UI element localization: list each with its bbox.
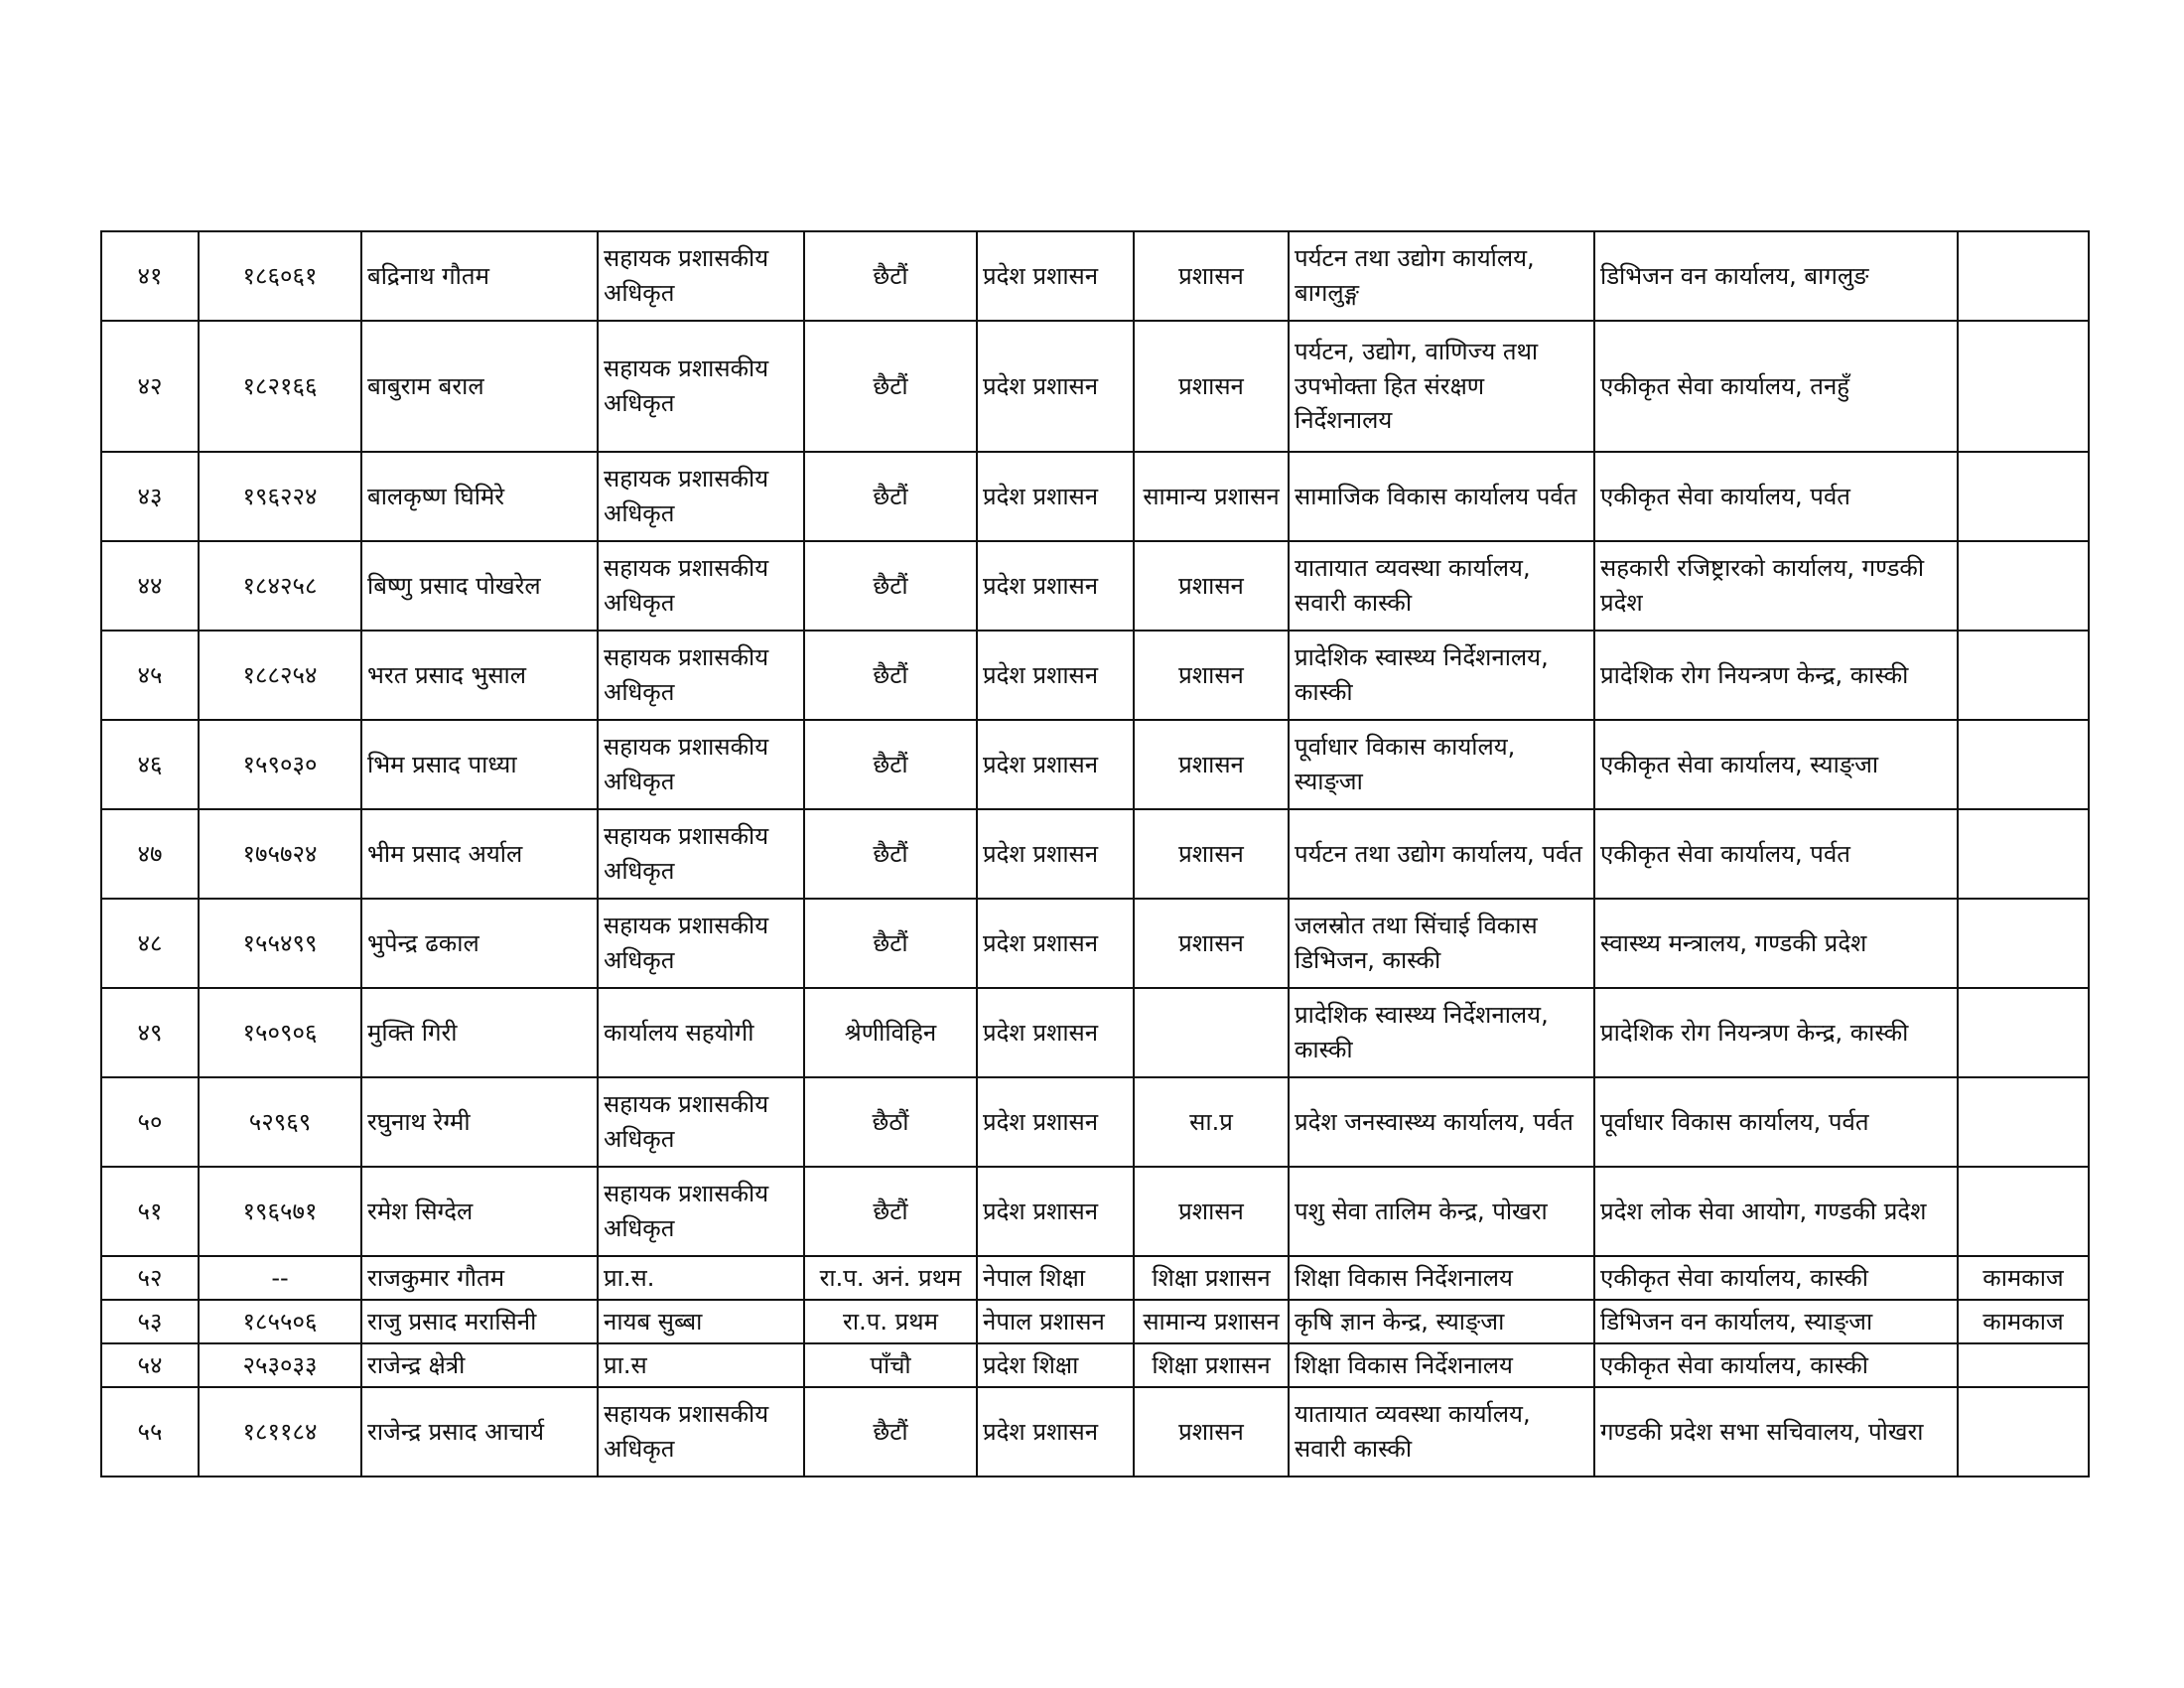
- table-row: [101, 1256, 2089, 1300]
- level-cell: छैटौं: [804, 1387, 977, 1477]
- current-office-cell: शिक्षा विकास निर्देशनालय: [1289, 1256, 1594, 1300]
- remarks-cell: [1958, 899, 2089, 988]
- employee-id-cell: २५३०३३: [199, 1343, 361, 1387]
- remarks-cell: [1958, 231, 2089, 321]
- remarks-cell: [1958, 1387, 2089, 1477]
- table-row: [101, 899, 2089, 988]
- employee-name-cell: बालकृष्ण घिमिरे: [361, 452, 598, 541]
- serial-number-cell: ४७: [101, 809, 199, 899]
- remarks-cell: कामकाज: [1958, 1256, 2089, 1300]
- level-cell: रा.प. प्रथम: [804, 1300, 977, 1343]
- level-cell: छैटौं: [804, 631, 977, 720]
- serial-number-cell: ४२: [101, 321, 199, 452]
- employee-name-cell: भुपेन्द्र ढकाल: [361, 899, 598, 988]
- table-row: [101, 631, 2089, 720]
- current-office-cell: शिक्षा विकास निर्देशनालय: [1289, 1343, 1594, 1387]
- table-row: [101, 1343, 2089, 1387]
- remarks-cell: [1958, 988, 2089, 1077]
- transfer-table: [100, 230, 2090, 1477]
- group-cell: प्रशासन: [1134, 231, 1289, 321]
- level-cell: श्रेणीविहिन: [804, 988, 977, 1077]
- employee-id-cell: १८११८४: [199, 1387, 361, 1477]
- post-cell: सहायक प्रशासकीय अधिकृत: [598, 452, 804, 541]
- table-row: [101, 988, 2089, 1077]
- level-cell: छैटौं: [804, 809, 977, 899]
- serial-number-cell: ४५: [101, 631, 199, 720]
- level-cell: छैटौं: [804, 231, 977, 321]
- serial-number-cell: ५१: [101, 1167, 199, 1256]
- table-row: [101, 1300, 2089, 1343]
- service-cell: प्रदेश प्रशासन: [977, 541, 1134, 631]
- service-cell: नेपाल शिक्षा: [977, 1256, 1134, 1300]
- post-cell: प्रा.स.: [598, 1256, 804, 1300]
- current-office-cell: यातायात व्यवस्था कार्यालय, सवारी कास्की: [1289, 1387, 1594, 1477]
- service-cell: प्रदेश प्रशासन: [977, 1077, 1134, 1167]
- current-office-cell: पर्यटन तथा उद्योग कार्यालय, बागलुङ्ग: [1289, 231, 1594, 321]
- employee-id-cell: १८२१६६: [199, 321, 361, 452]
- transfer-office-cell: स्वास्थ्य मन्त्रालय, गण्डकी प्रदेश: [1594, 899, 1958, 988]
- post-cell: सहायक प्रशासकीय अधिकृत: [598, 1167, 804, 1256]
- group-cell: प्रशासन: [1134, 899, 1289, 988]
- post-cell: सहायक प्रशासकीय अधिकृत: [598, 231, 804, 321]
- group-cell: शिक्षा प्रशासन: [1134, 1343, 1289, 1387]
- table-row: [101, 541, 2089, 631]
- remarks-cell: [1958, 809, 2089, 899]
- employee-id-cell: १८५५०६: [199, 1300, 361, 1343]
- transfer-office-cell: एकीकृत सेवा कार्यालय, पर्वत: [1594, 809, 1958, 899]
- level-cell: छैटौं: [804, 321, 977, 452]
- group-cell: सामान्य प्रशासन: [1134, 1300, 1289, 1343]
- serial-number-cell: ५०: [101, 1077, 199, 1167]
- employee-name-cell: बिष्णु प्रसाद पोखरेल: [361, 541, 598, 631]
- level-cell: रा.प. अनं. प्रथम: [804, 1256, 977, 1300]
- post-cell: कार्यालय सहयोगी: [598, 988, 804, 1077]
- employee-name-cell: भीम प्रसाद अर्याल: [361, 809, 598, 899]
- current-office-cell: पर्यटन तथा उद्योग कार्यालय, पर्वत: [1289, 809, 1594, 899]
- transfer-office-cell: डिभिजन वन कार्यालय, बागलुङ: [1594, 231, 1958, 321]
- transfer-office-cell: सहकारी रजिष्ट्रारको कार्यालय, गण्डकी प्रदेश: [1594, 541, 1958, 631]
- transfer-office-cell: डिभिजन वन कार्यालय, स्याङ्जा: [1594, 1300, 1958, 1343]
- level-cell: छैटौं: [804, 720, 977, 809]
- serial-number-cell: ४६: [101, 720, 199, 809]
- transfer-office-cell: प्रादेशिक रोग नियन्त्रण केन्द्र, कास्की: [1594, 631, 1958, 720]
- employee-id-cell: --: [199, 1256, 361, 1300]
- transfer-office-cell: एकीकृत सेवा कार्यालय, कास्की: [1594, 1256, 1958, 1300]
- employee-name-cell: राजेन्द्र प्रसाद आचार्य: [361, 1387, 598, 1477]
- serial-number-cell: ४३: [101, 452, 199, 541]
- current-office-cell: यातायात व्यवस्था कार्यालय, सवारी कास्की: [1289, 541, 1594, 631]
- employee-id-cell: १९६५७१: [199, 1167, 361, 1256]
- employee-id-cell: १८८२५४: [199, 631, 361, 720]
- group-cell: प्रशासन: [1134, 321, 1289, 452]
- remarks-cell: [1958, 720, 2089, 809]
- transfer-office-cell: प्रदेश लोक सेवा आयोग, गण्डकी प्रदेश: [1594, 1167, 1958, 1256]
- level-cell: छैटौं: [804, 899, 977, 988]
- current-office-cell: पर्यटन, उद्योग, वाणिज्य तथा उपभोक्ता हित संरक्षण निर्देशनालय: [1289, 321, 1594, 452]
- remarks-cell: [1958, 631, 2089, 720]
- group-cell: सामान्य प्रशासन: [1134, 452, 1289, 541]
- service-cell: प्रदेश प्रशासन: [977, 231, 1134, 321]
- post-cell: सहायक प्रशासकीय अधिकृत: [598, 899, 804, 988]
- service-cell: प्रदेश प्रशासन: [977, 988, 1134, 1077]
- level-cell: छैटौं: [804, 1167, 977, 1256]
- post-cell: सहायक प्रशासकीय अधिकृत: [598, 720, 804, 809]
- current-office-cell: सामाजिक विकास कार्यालय पर्वत: [1289, 452, 1594, 541]
- post-cell: सहायक प्रशासकीय अधिकृत: [598, 321, 804, 452]
- serial-number-cell: ४४: [101, 541, 199, 631]
- post-cell: सहायक प्रशासकीय अधिकृत: [598, 631, 804, 720]
- service-cell: प्रदेश प्रशासन: [977, 1387, 1134, 1477]
- level-cell: छैठौं: [804, 1077, 977, 1167]
- table-row: [101, 321, 2089, 452]
- employee-id-cell: १८६०६१: [199, 231, 361, 321]
- employee-name-cell: भरत प्रसाद भुसाल: [361, 631, 598, 720]
- employee-name-cell: बद्रिनाथ गौतम: [361, 231, 598, 321]
- current-office-cell: कृषि ज्ञान केन्द्र, स्याङ्जा: [1289, 1300, 1594, 1343]
- current-office-cell: प्रादेशिक स्वास्थ्य निर्देशनालय, कास्की: [1289, 988, 1594, 1077]
- service-cell: प्रदेश प्रशासन: [977, 1167, 1134, 1256]
- employee-name-cell: भिम प्रसाद पाध्या: [361, 720, 598, 809]
- transfer-office-cell: एकीकृत सेवा कार्यालय, पर्वत: [1594, 452, 1958, 541]
- employee-name-cell: मुक्ति गिरी: [361, 988, 598, 1077]
- post-cell: सहायक प्रशासकीय अधिकृत: [598, 1387, 804, 1477]
- service-cell: प्रदेश प्रशासन: [977, 720, 1134, 809]
- group-cell: प्रशासन: [1134, 631, 1289, 720]
- service-cell: प्रदेश शिक्षा: [977, 1343, 1134, 1387]
- level-cell: छैटौं: [804, 452, 977, 541]
- employee-id-cell: १५५४९९: [199, 899, 361, 988]
- group-cell: सा.प्र: [1134, 1077, 1289, 1167]
- service-cell: नेपाल प्रशासन: [977, 1300, 1134, 1343]
- transfer-office-cell: गण्डकी प्रदेश सभा सचिवालय, पोखरा: [1594, 1387, 1958, 1477]
- current-office-cell: प्रादेशिक स्वास्थ्य निर्देशनालय, कास्की: [1289, 631, 1594, 720]
- current-office-cell: पशु सेवा तालिम केन्द्र, पोखरा: [1289, 1167, 1594, 1256]
- transfer-office-cell: एकीकृत सेवा कार्यालय, तनहुँ: [1594, 321, 1958, 452]
- group-cell: प्रशासन: [1134, 1167, 1289, 1256]
- remarks-cell: [1958, 1167, 2089, 1256]
- employee-id-cell: १९६२२४: [199, 452, 361, 541]
- group-cell: शिक्षा प्रशासन: [1134, 1256, 1289, 1300]
- serial-number-cell: ४८: [101, 899, 199, 988]
- employee-id-cell: १५९०३०: [199, 720, 361, 809]
- table-row: [101, 809, 2089, 899]
- table-row: [101, 452, 2089, 541]
- table-row: [101, 1077, 2089, 1167]
- group-cell: प्रशासन: [1134, 1387, 1289, 1477]
- remarks-cell: कामकाज: [1958, 1300, 2089, 1343]
- serial-number-cell: ४९: [101, 988, 199, 1077]
- service-cell: प्रदेश प्रशासन: [977, 321, 1134, 452]
- remarks-cell: [1958, 1077, 2089, 1167]
- table-row: [101, 720, 2089, 809]
- post-cell: प्रा.स: [598, 1343, 804, 1387]
- employee-id-cell: १८४२५८: [199, 541, 361, 631]
- table-row: [101, 1167, 2089, 1256]
- remarks-cell: [1958, 1343, 2089, 1387]
- serial-number-cell: ५५: [101, 1387, 199, 1477]
- employee-name-cell: राजेन्द्र क्षेत्री: [361, 1343, 598, 1387]
- transfer-office-cell: प्रादेशिक रोग नियन्त्रण केन्द्र, कास्की: [1594, 988, 1958, 1077]
- service-cell: प्रदेश प्रशासन: [977, 809, 1134, 899]
- current-office-cell: प्रदेश जनस्वास्थ्य कार्यालय, पर्वत: [1289, 1077, 1594, 1167]
- current-office-cell: पूर्वाधार विकास कार्यालय, स्याङ्जा: [1289, 720, 1594, 809]
- serial-number-cell: ५४: [101, 1343, 199, 1387]
- employee-name-cell: रघुनाथ रेग्मी: [361, 1077, 598, 1167]
- employee-name-cell: राजकुमार गौतम: [361, 1256, 598, 1300]
- serial-number-cell: ४१: [101, 231, 199, 321]
- serial-number-cell: ५३: [101, 1300, 199, 1343]
- employee-name-cell: राजु प्रसाद मरासिनी: [361, 1300, 598, 1343]
- remarks-cell: [1958, 452, 2089, 541]
- employee-id-cell: १७५७२४: [199, 809, 361, 899]
- employee-id-cell: ५२९६९: [199, 1077, 361, 1167]
- level-cell: पाँचौ: [804, 1343, 977, 1387]
- employee-id-cell: १५०९०६: [199, 988, 361, 1077]
- post-cell: सहायक प्रशासकीय अधिकृत: [598, 1077, 804, 1167]
- group-cell: [1134, 988, 1289, 1077]
- current-office-cell: जलस्रोत तथा सिंचाई विकास डिभिजन, कास्की: [1289, 899, 1594, 988]
- transfer-office-cell: एकीकृत सेवा कार्यालय, कास्की: [1594, 1343, 1958, 1387]
- table-row: [101, 1387, 2089, 1477]
- transfer-office-cell: एकीकृत सेवा कार्यालय, स्याङ्जा: [1594, 720, 1958, 809]
- employee-name-cell: रमेश सिग्देल: [361, 1167, 598, 1256]
- transfer-office-cell: पूर्वाधार विकास कार्यालय, पर्वत: [1594, 1077, 1958, 1167]
- table-body: [101, 231, 2089, 1477]
- remarks-cell: [1958, 321, 2089, 452]
- post-cell: नायब सुब्बा: [598, 1300, 804, 1343]
- service-cell: प्रदेश प्रशासन: [977, 631, 1134, 720]
- service-cell: प्रदेश प्रशासन: [977, 452, 1134, 541]
- serial-number-cell: ५२: [101, 1256, 199, 1300]
- post-cell: सहायक प्रशासकीय अधिकृत: [598, 809, 804, 899]
- employee-name-cell: बाबुराम बराल: [361, 321, 598, 452]
- remarks-cell: [1958, 541, 2089, 631]
- group-cell: प्रशासन: [1134, 809, 1289, 899]
- group-cell: प्रशासन: [1134, 720, 1289, 809]
- level-cell: छैटौं: [804, 541, 977, 631]
- table-row: [101, 231, 2089, 321]
- service-cell: प्रदेश प्रशासन: [977, 899, 1134, 988]
- post-cell: सहायक प्रशासकीय अधिकृत: [598, 541, 804, 631]
- group-cell: प्रशासन: [1134, 541, 1289, 631]
